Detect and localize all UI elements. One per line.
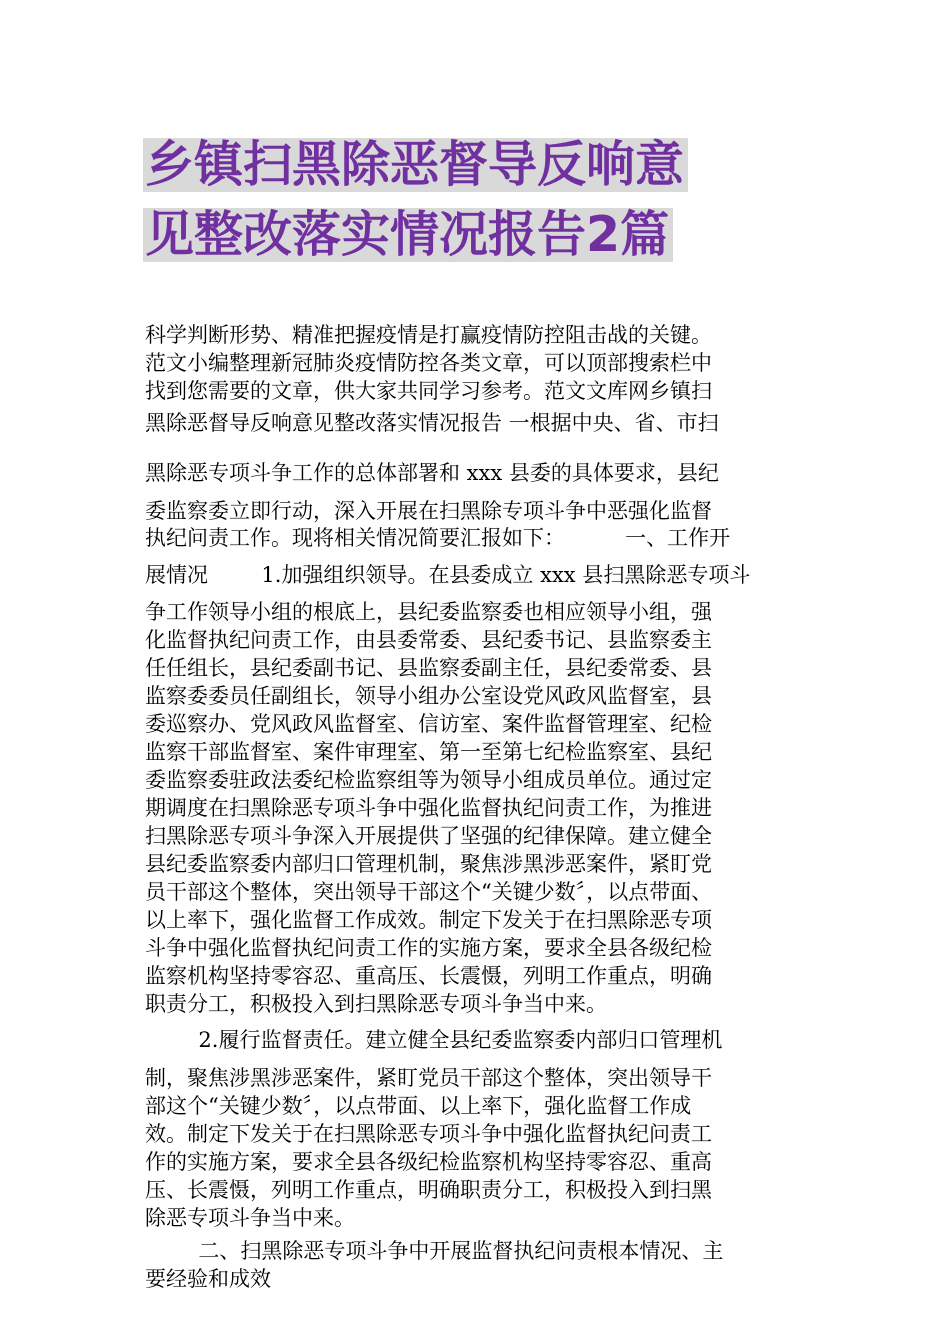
body-line: 要经验和成效 <box>145 1267 271 1291</box>
body-line: 除恶专项斗争当中来。 <box>145 1206 355 1230</box>
body-line: 委监察委立即行动，深入开展在扫黑除专项斗争中恶强化监督 <box>145 499 712 523</box>
body-line: 2.履行监督责任。建立健全县纪委监察委内部归口管理机 <box>145 1028 723 1052</box>
document-title-line-1: 乡镇扫黑除恶督导反响意 <box>143 138 688 192</box>
body-line: 科学判断形势、精准把握疫情是打赢疫情防控阻击战的关键。 <box>145 323 712 347</box>
body-line: 效。制定下发关于在扫黑除恶专项斗争中强化监督执纪问责工 <box>145 1122 712 1146</box>
body-line: 化监督执纪问责工作，由县委常委、县纪委书记、县监察委主 <box>145 628 712 652</box>
body-line: 范文小编整理新冠肺炎疫情防控各类文章，可以顶部搜索栏中 <box>145 351 712 375</box>
body-line: 任任组长，县纪委副书记、县监察委副主任，县纪委常委、县 <box>145 656 712 680</box>
body-line: 县纪委监察委内部归口管理机制，聚焦涉黑涉恶案件，紧盯党 <box>145 852 712 876</box>
body-line: 展情况 1.加强组织领导。在县委成立 xxx 县扫黑除恶专项斗 <box>145 563 751 587</box>
body-line: 争工作领导小组的根底上，县纪委监察委也相应领导小组，强 <box>145 600 712 624</box>
body-line: 制，聚焦涉黑涉恶案件，紧盯党员干部这个整体，突出领导干 <box>145 1066 712 1090</box>
body-line: 作的实施方案，要求全县各级纪检监察机构坚持零容忍、重高 <box>145 1150 712 1174</box>
body-line: 期调度在扫黑除恶专项斗争中强化监督执纪问责工作，为推进 <box>145 796 712 820</box>
body-line: 黑除恶专项斗争工作的总体部署和 xxx 县委的具体要求，县纪 <box>145 461 719 485</box>
body-line: 部这个“关键少数〞，以点带面、以上率下，强化监督工作成 <box>145 1094 692 1118</box>
body-line: 监察干部监督室、案件审理室、第一至第七纪检监察室、县纪 <box>145 740 712 764</box>
body-line: 斗争中强化监督执纪问责工作的实施方案，要求全县各级纪检 <box>145 936 712 960</box>
body-line: 监察机构坚持零容忍、重高压、长震慑，列明工作重点，明确 <box>145 964 712 988</box>
document-title-line-2: 见整改落实情况报告2篇 <box>143 208 673 262</box>
body-line: 找到您需要的文章，供大家共同学习参考。范文文库网乡镇扫 <box>145 379 712 403</box>
body-line: 二、扫黑除恶专项斗争中开展监督执纪问责根本情况、主 <box>145 1239 724 1263</box>
body-line: 以上率下，强化监督工作成效。制定下发关于在扫黑除恶专项 <box>145 908 712 932</box>
body-line: 黑除恶督导反响意见整改落实情况报告 一根据中央、省、市扫 <box>145 411 719 435</box>
body-line: 职责分工，积极投入到扫黑除恶专项斗争当中来。 <box>145 992 607 1016</box>
body-line: 委监察委驻政法委纪检监察组等为领导小组成员单位。通过定 <box>145 768 712 792</box>
body-line: 监察委委员任副组长，领导小组办公室设党风政风监督室，县 <box>145 684 712 708</box>
body-line: 委巡察办、党风政风监督室、信访室、案件监督管理室、纪检 <box>145 712 712 736</box>
body-line: 扫黑除恶专项斗争深入开展提供了坚强的纪律保障。建立健全 <box>145 824 712 848</box>
body-line: 员干部这个整体，突出领导干部这个“关键少数〞，以点带面、 <box>145 880 713 904</box>
body-line: 压、长震慑，列明工作重点，明确职责分工，积极投入到扫黑 <box>145 1178 712 1202</box>
body-line: 执纪问责工作。现将相关情况简要汇报如下： 一、工作开 <box>145 526 731 550</box>
